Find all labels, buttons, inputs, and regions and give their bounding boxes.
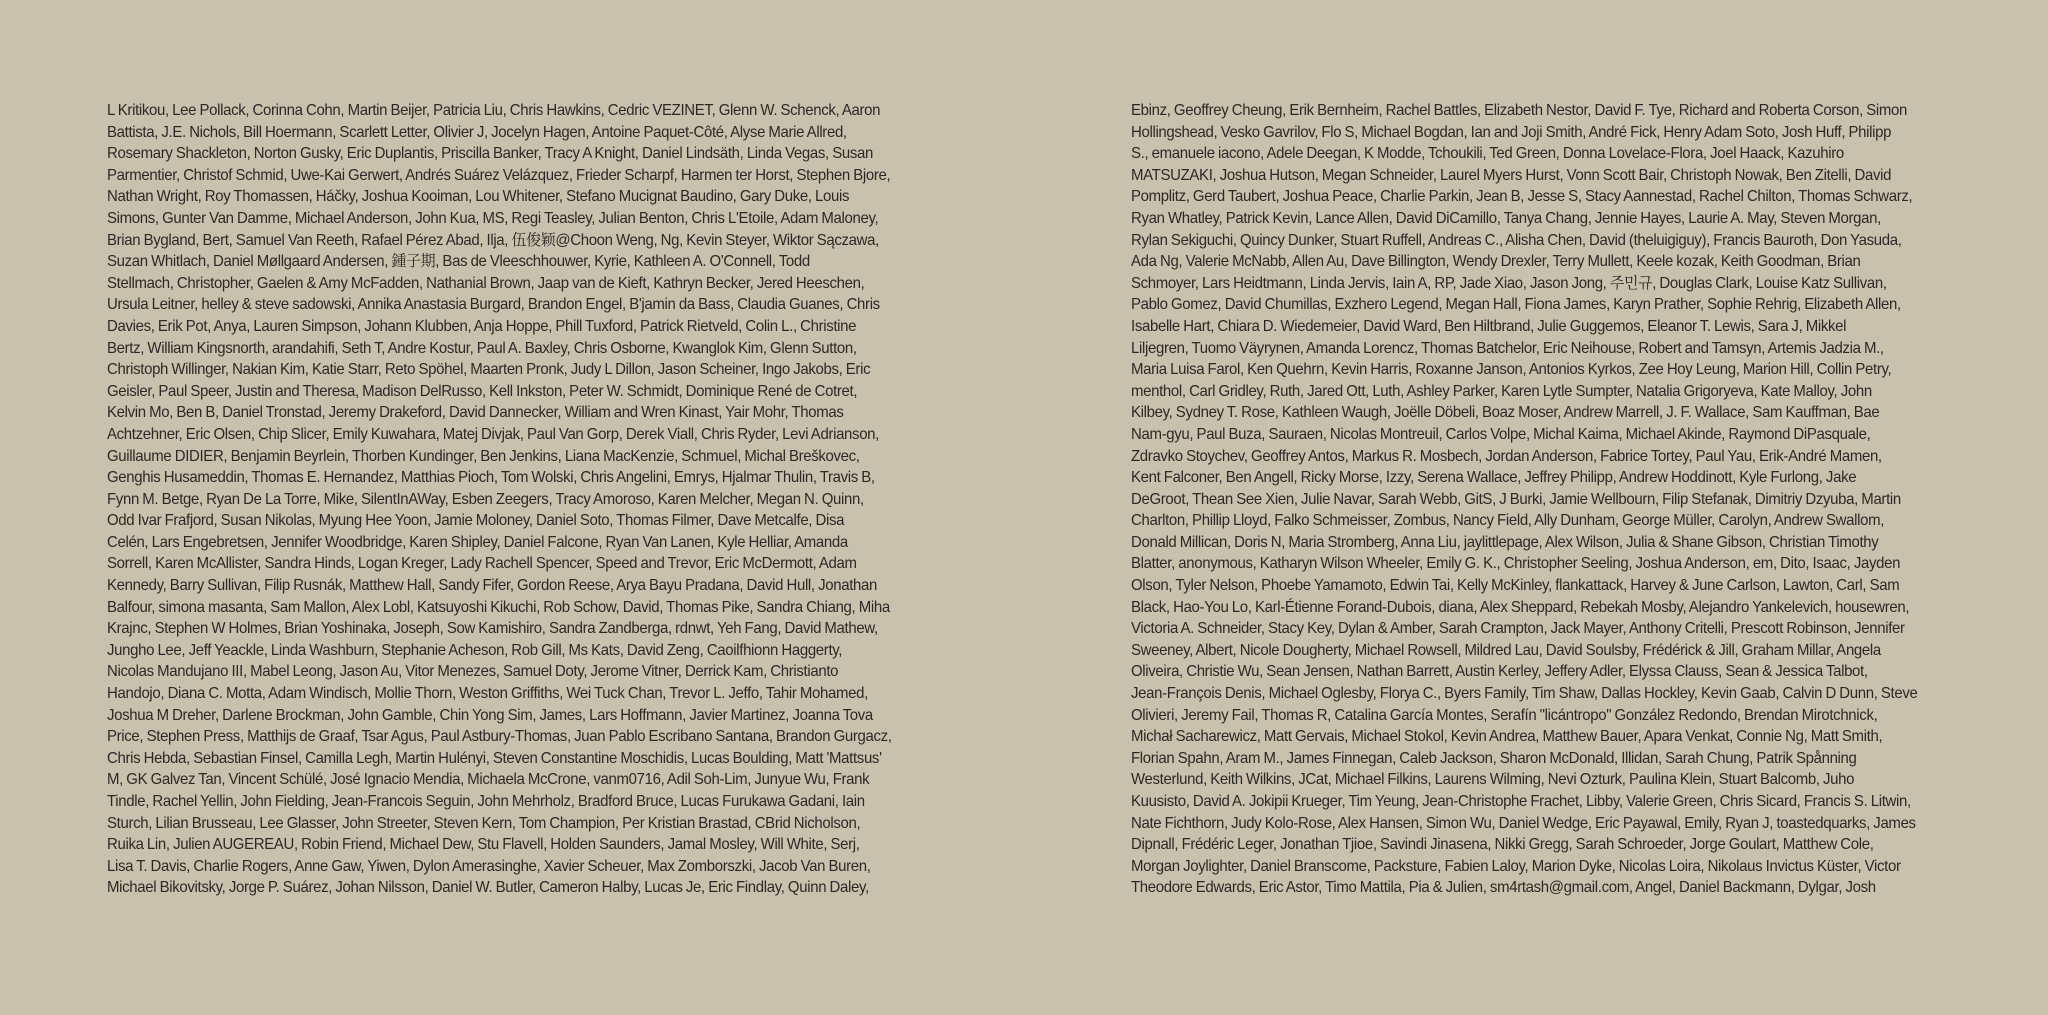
name-list-line: Pomplitz, Gerd Taubert, Joshua Peace, Charlie Parkin, Jean B, Jesse S, Stacy Aannestad, Rachel Chilton, Thomas Schwarz, xyxy=(1131,188,1913,206)
name-list-line: Zdravko Stoychev, Geoffrey Antos, Markus R. Mosbech, Jordan Anderson, Fabrice Tortey, Paul Yau, Erik-André Mamen, xyxy=(1131,447,1882,465)
name-list-line: Simons, Gunter Van Damme, Michael Anderson, John Kua, MS, Regi Teasley, Julian Benton, Chris L'Etoile, Adam Maloney, xyxy=(107,209,879,227)
name-list-line: DeGroot, Thean See Xien, Julie Navar, Sarah Webb, GitS, J Burki, Jamie Wellbourn, Filip Stefanak, Dimitriy Dzyuba, Martin xyxy=(1131,490,1901,508)
name-list-line: Achtzehner, Eric Olsen, Chip Slicer, Emily Kuwahara, Matej Divjak, Paul Van Gorp, Derek Viall, Chris Ryder, Levi Adrianson, xyxy=(107,425,880,443)
name-list-line: Brian Bygland, Bert, Samuel Van Reeth, Rafael Pérez Abad, Ilja, 伍俊颖@Choon Weng, Ng, Kevin Steyer, Wiktor Sączawa, xyxy=(107,231,879,249)
name-list-line: Sorrell, Karen McAllister, Sandra Hinds, Logan Kreger, Lady Rachell Spencer, Speed and Trevor, Eric McDermott, Adam xyxy=(107,555,857,573)
name-list-line: Westerlund, Keith Wilkins, JCat, Michael Filkins, Laurens Wilming, Nevi Ozturk, Paulina Klein, Stuart Balcomb, Juho xyxy=(1131,771,1855,789)
name-list-line: L Kritikou, Lee Pollack, Corinna Cohn, Martin Beijer, Patricia Liu, Chris Hawkins, Cedric VEZINET, Glenn W. Schenck, Aaron xyxy=(107,102,881,119)
name-list-line: Pablo Gomez, David Chumillas, Exzhero Legend, Megan Hall, Fiona James, Karyn Prather, Sophie Rehrig, Elizabeth Allen, xyxy=(1131,296,1901,314)
name-list-line: Sturch, Lilian Brusseau, Lee Glasser, John Streeter, Steven Kern, Tom Champion, Per Kristian Brastad, CBrid Nicholson, xyxy=(107,814,861,832)
name-list-line: Liljegren, Tuomo Väyrynen, Amanda Lorencz, Thomas Batchelor, Eric Neihouse, Robert and Tamsyn, Artemis Jadzia M., xyxy=(1131,339,1884,357)
name-list-line: Kuusisto, David A. Jokipii Krueger, Tim Yeung, Jean-Christophe Frachet, Libby, Valerie Green, Chris Sicard, Francis S. Litwin, xyxy=(1131,793,1911,810)
name-list-line: Genghis Husameddin, Thomas E. Hernandez, Matthias Pioch, Tom Wolski, Chris Angelini, Emrys, Hjalmar Thulin, Travis B, xyxy=(107,469,875,487)
name-list-line: Geisler, Paul Speer, Justin and Theresa, Madison DelRusso, Kell Inkston, Peter W. Schmidt, Dominique René de Cotret, xyxy=(107,382,858,400)
name-list-line: Price, Stephen Press, Matthijs de Graaf, Tsar Agus, Paul Astbury-Thomas, Juan Pablo Escribano Santana, Brandon Gurgacz, xyxy=(107,728,892,746)
name-list-line: Tindle, Rachel Yellin, John Fielding, Jean-Francois Seguin, John Mehrholz, Bradford Bruce, Lucas Furukawa Gadani, Iain xyxy=(107,793,865,810)
name-list-line: Lisa T. Davis, Charlie Rogers, Anne Gaw, Yiwen, Dylon Amerasinghe, Xavier Scheuer, Max Zomborszki, Jacob Van Buren, xyxy=(107,857,871,875)
name-list-line: Battista, J.E. Nichols, Bill Hoermann, Scarlett Letter, Olivier J, Jocelyn Hagen, Antoine Paquet-Côté, Alyse Marie Allred, xyxy=(107,123,847,141)
left-page-name-list xyxy=(107,100,894,899)
name-list-line: Rylan Sekiguchi, Quincy Dunker, Stuart Ruffell, Andreas C., Alisha Chen, David (theluigiguy), Francis Bauroth, Don Yasuda, xyxy=(1131,231,1902,249)
name-list-line: Nate Fichthorn, Judy Kolo-Rose, Alex Hansen, Simon Wu, Daniel Wedge, Eric Payawal, Emily, Ryan J, toastedquarks, James xyxy=(1131,814,1916,832)
name-list-line: Joshua M Dreher, Darlene Brockman, John Gamble, Chin Yong Sim, James, Lars Hoffmann, Javier Martinez, Joanna Tova xyxy=(107,706,873,724)
name-list-line: Michał Sacharewicz, Matt Gervais, Michael Stokol, Kevin Andrea, Matthew Bauer, Apara Venkat, Connie Ng, Matt Smith, xyxy=(1131,728,1883,746)
name-list-line: Dipnall, Frédéric Leger, Jonathan Tjioe, Savindi Jinasena, Nikki Gregg, Sarah Schroeder, Jorge Goulart, Matthew Cole, xyxy=(1131,836,1874,854)
name-list-line: Rosemary Shackleton, Norton Gusky, Eric Duplantis, Priscilla Banker, Tracy A Knight, Daniel Lindsäth, Linda Vegas, Susan xyxy=(107,145,873,163)
name-list-line: Kelvin Mo, Ben B, Daniel Tronstad, Jeremy Drakeford, David Dannecker, William and Wren Kinast, Yair Mohr, Thomas xyxy=(107,404,844,422)
name-list-line: Ryan Whatley, Patrick Kevin, Lance Allen, David DiCamillo, Tanya Chang, Jennie Hayes, Laurie A. May, Steven Morgan, xyxy=(1131,209,1881,227)
name-list-line: Donald Millican, Doris N, Maria Stromberg, Anna Liu, jaylittlepage, Alex Wilson, Julia & Shane Gibson, Christian Timothy xyxy=(1131,533,1879,551)
name-list-line: Sweeney, Albert, Nicole Dougherty, Michael Rowsell, Mildred Lau, David Soulsby, Frédérick & Jill, Graham Millar, Angela xyxy=(1131,641,1881,659)
name-list-line: Suzan Whitlach, Daniel Møllgaard Andersen, 鍾子期, Bas de Vleeschhouwer, Kyrie, Kathleen A. O'Connell, Todd xyxy=(107,253,810,271)
name-list-line: Black, Hao-You Lo, Karl-Étienne Forand-Dubois, diana, Alex Sheppard, Rebekah Mosby, Alejandro Yankelevich, housewren, xyxy=(1131,598,1910,616)
name-list-line: Fynn M. Betge, Ryan De La Torre, Mike, SilentInAWay, Esben Zeegers, Tracy Amoroso, Karen Melcher, Megan N. Quinn, xyxy=(107,490,864,508)
name-list-line: Morgan Joylighter, Daniel Branscome, Packsture, Fabien Laloy, Marion Dyke, Nicolas Loira, Nikolaus Invictus Küster, Victor xyxy=(1131,857,1901,875)
name-list-line: Hollingshead, Vesko Gavrilov, Flo S, Michael Bogdan, Ian and Joji Smith, André Fick, Henry Adam Soto, Josh Huff, Philipp xyxy=(1131,123,1892,141)
name-list-line: Ada Ng, Valerie McNabb, Allen Au, Dave Billington, Wendy Drexler, Terry Mullett, Keele kozak, Keith Goodman, Brian xyxy=(1131,253,1861,271)
name-list-line: Nathan Wright, Roy Thomassen, Háčky, Joshua Kooiman, Lou Whitener, Stefano Mucignat Baudino, Gary Duke, Louis xyxy=(107,188,850,206)
name-list-line: Olivieri, Jeremy Fail, Thomas R, Catalina García Montes, Serafín "licántropo" González Redondo, Brendan Mirotchnick, xyxy=(1131,706,1878,724)
name-list-line: Olson, Tyler Nelson, Phoebe Yamamoto, Edwin Tai, Kelly McKinley, flankattack, Harvey & June Carlson, Lawton, Carl, Sam xyxy=(1131,577,1900,595)
name-list-line: Maria Luisa Farol, Ken Quehrn, Kevin Harris, Roxanne Janson, Antonios Kyrkos, Zee Hoy Leung, Marion Hill, Collin Petry, xyxy=(1131,361,1892,379)
name-list-line: Krajnc, Stephen W Holmes, Brian Yoshinaka, Joseph, Sow Kamishiro, Sandra Zandberga, rdnwt, Yeh Fang, David Mathew, xyxy=(107,620,878,638)
name-list-line: Chris Hebda, Sebastian Finsel, Camilla Legh, Martin Hulényi, Steven Constantine Moschidis, Lucas Boulding, Matt 'Mattsus' xyxy=(107,749,882,767)
name-list-line: Schmoyer, Lars Heidtmann, Linda Jervis, Iain A, RP, Jade Xiao, Jason Jong, 주민규, Douglas Clark, Louise Katz Sullivan, xyxy=(1131,274,1887,292)
name-list-line: Victoria A. Schneider, Stacy Key, Dylan & Amber, Sarah Crampton, Jack Mayer, Anthony Critelli, Prescott Robinson, Jennifer xyxy=(1131,620,1905,638)
name-list-line: Kilbey, Sydney T. Rose, Kathleen Waugh, Joëlle Döbeli, Boaz Moser, Andrew Marrell, J. F. Wallace, Sam Kauffman, Bae xyxy=(1131,404,1880,422)
name-list-line: Stellmach, Christopher, Gaelen & Amy McFadden, Nathanial Brown, Jaap van de Kieft, Kathryn Becker, Jered Heeschen, xyxy=(107,274,865,292)
name-list-line: Balfour, simona masanta, Sam Mallon, Alex Lobl, Katsuyoshi Kikuchi, Rob Schow, David, Thomas Pike, Sandra Chiang, Miha xyxy=(107,598,890,616)
name-list-line: Jungho Lee, Jeff Yeackle, Linda Washburn, Stephanie Acheson, Rob Gill, Ms Kats, David Zeng, Caoilfhionn Haggerty, xyxy=(107,641,843,659)
name-list-line: Ursula Leitner, helley & steve sadowski, Annika Anastasia Burgard, Brandon Engel, B'jamin da Bass, Claudia Guanes, Chris xyxy=(107,296,880,314)
name-list-line: Guillaume DIDIER, Benjamin Beyrlein, Thorben Kundinger, Ben Jenkins, Liana MacKenzie, Schmuel, Michal Breškovec, xyxy=(107,447,860,465)
name-list-line: menthol, Carl Gridley, Ruth, Jared Ott, Luth, Ashley Parker, Karen Lytle Sumpter, Natalia Grigoryeva, Kate Malloy, John xyxy=(1131,382,1872,400)
name-list-line: Celén, Lars Engebretsen, Jennifer Woodbridge, Karen Shipley, Daniel Falcone, Ryan Van Lanen, Kyle Helliar, Amanda xyxy=(107,533,848,551)
name-list-line: Isabelle Hart, Chiara D. Wiedemeier, David Ward, Ben Hiltbrand, Julie Guggemos, Eleanor T. Lewis, Sara J, Mikkel xyxy=(1131,317,1847,335)
name-list-line: Oliveira, Christie Wu, Sean Jensen, Nathan Barrett, Austin Kerley, Jeffery Adler, Elyssa Clauss, Sean & Jessica Talbot, xyxy=(1131,663,1868,681)
name-list-line: Jean-François Denis, Michael Oglesby, Florya C., Byers Family, Tim Shaw, Dallas Hockley, Kevin Gaab, Calvin D Dunn, Steve xyxy=(1131,685,1918,703)
name-list-line: Christoph Willinger, Nakian Kim, Katie Starr, Reto Spöhel, Maarten Pronk, Judy L Dillon, Jason Scheiner, Ingo Jakobs, Eric xyxy=(107,361,871,379)
name-list-line: M, GK Galvez Tan, Vincent Schülé, José Ignacio Mendia, Michaela McCrone, vanm0716, Adil Soh-Lim, Junyue Wu, Frank xyxy=(107,771,870,789)
name-list-line: Bertz, William Kingsnorth, arandahifi, Seth T, Andre Kostur, Paul A. Baxley, Chris Osborne, Kwanglok Kim, Glenn Sutton, xyxy=(107,339,857,357)
name-list-line: Parmentier, Christof Schmid, Uwe-Kai Gerwert, Andrés Suárez Velázquez, Frieder Scharpf, Harmen ter Horst, Stephen Bjore, xyxy=(107,166,891,184)
name-list-line: Odd Ivar Frafjord, Susan Nikolas, Myung Hee Yoon, Jamie Moloney, Daniel Soto, Thomas Filmer, Dave Metcalfe, Disa xyxy=(107,512,845,530)
name-list-line: S., emanuele iacono, Adele Deegan, K Modde, Tchoukili, Ted Green, Donna Lovelace-Flora, Joel Haack, Kazuhiro xyxy=(1131,145,1844,163)
name-list-line: Davies, Erik Pot, Anya, Lauren Simpson, Johann Klubben, Anja Hoppe, Phill Tuxford, Patrick Rietveld, Colin L., Christine xyxy=(107,317,857,335)
right-page-name-list xyxy=(1131,100,1918,899)
name-list-line: Theodore Edwards, Eric Astor, Timo Mattila, Pia & Julien, sm4rtash@gmail.com, Angel, Daniel Backmann, Dylgar, Josh xyxy=(1131,879,1876,897)
name-list-line: MATSUZAKI, Joshua Hutson, Megan Schneider, Laurel Myers Hurst, Vonn Scott Bair, Christoph Nowak, Ben Zitelli, David xyxy=(1131,166,1892,184)
name-list-line: Florian Spahn, Aram M., James Finnegan, Caleb Jackson, Sharon McDonald, Illidan, Sarah Chung, Patrik Spånning xyxy=(1131,749,1857,767)
name-list-line: Nam-gyu, Paul Buza, Sauraen, Nicolas Montreuil, Carlos Volpe, Michal Kaima, Michael Akinde, Raymond DiPasquale, xyxy=(1131,425,1871,443)
name-list-line: Blatter, anonymous, Katharyn Wilson Wheeler, Emily G. K., Christopher Seeling, Joshua Anderson, em, Dito, Isaac, Jayden xyxy=(1131,555,1901,573)
name-list-line: Handojo, Diana C. Motta, Adam Windisch, Mollie Thorn, Weston Griffiths, Wei Tuck Chan, Trevor L. Jeffo, Tahir Mohamed, xyxy=(107,685,868,703)
name-list-line: Kennedy, Barry Sullivan, Filip Rusnák, Matthew Hall, Sandy Fifer, Gordon Reese, Arya Bayu Pradana, David Hull, Jonathan xyxy=(107,577,878,595)
name-list-line: Michael Bikovitsky, Jorge P. Suárez, Johan Nilsson, Daniel W. Butler, Cameron Halby, Lucas Je, Eric Findlay, Quinn Daley, xyxy=(107,879,869,897)
name-list-line: Charlton, Phillip Lloyd, Falko Schmeisser, Zombus, Nancy Field, Ally Dunham, George Müller, Carolyn, Andrew Swallom, xyxy=(1131,512,1885,530)
name-list-line: Ebinz, Geoffrey Cheung, Erik Bernheim, Rachel Battles, Elizabeth Nestor, David F. Tye, Richard and Roberta Corson, Simon xyxy=(1131,102,1908,119)
name-list-line: Kent Falconer, Ben Angell, Ricky Morse, Izzy, Serena Wallace, Jeffrey Philipp, Andrew Hoddinott, Kyle Furlong, Jake xyxy=(1131,469,1857,487)
name-list-line: Nicolas Mandujano III, Mabel Leong, Jason Au, Vitor Menezes, Samuel Doty, Jerome Vitner, Derrick Kam, Christianto xyxy=(107,663,839,681)
name-list-line: Ruika Lin, Julien AUGEREAU, Robin Friend, Michael Dew, Stu Flavell, Holden Saunders, Jamal Mosley, Will White, Serj, xyxy=(107,836,860,854)
